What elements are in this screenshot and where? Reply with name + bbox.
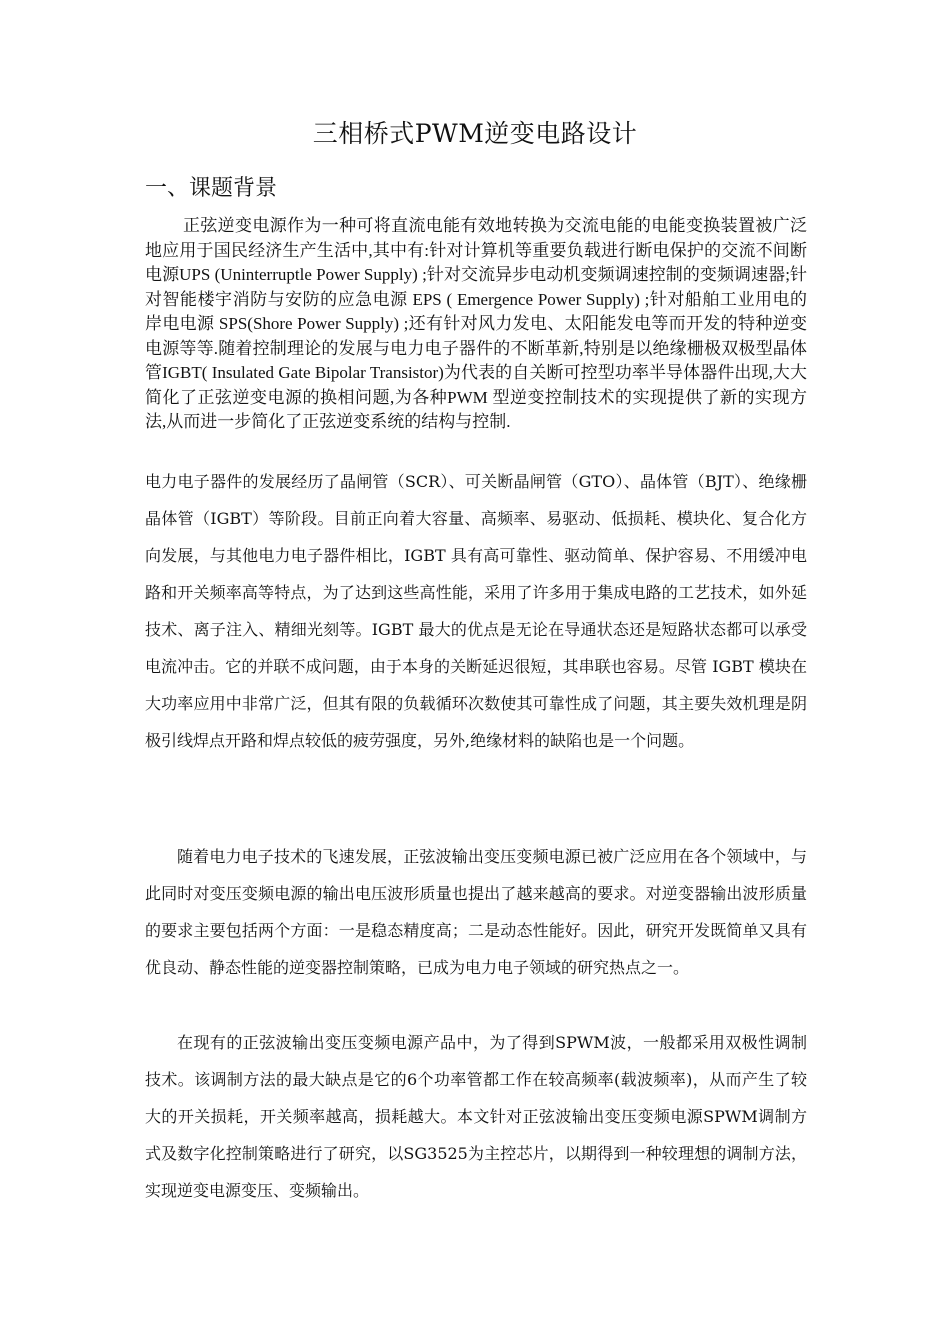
paragraph-1 — [145, 214, 807, 435]
document-title: 三相桥式PWM逆变电路设计 — [312, 119, 638, 148]
paragraph-3: 随着电力电子技术的飞速发展，正弦波输出变压变频电源已被广泛应用在各个领域中，与此同时对变压变频电源的输出电压波形质量也提出了越来越高的要求。对逆变器输出波形质量的要求主要包括两个方面：一是稳态精度高；二是动态性能好。因此，研究开发既简单又具有优良动、静态性能的逆变器控制策略，已成为电力电子领域的研究热点之一。 — [145, 847, 807, 977]
paragraph-2-text: 电力电子器件的发展经历了晶闸管（SCR）、可关断晶闸管（GTO）、晶体管（BJT）、绝缘栅晶体管（IGBT）等阶段。目前正向着大容量、高频率、易驱动、低损耗、模块化、复合化方向发展，与其他电力电子器件相比，IGBT 具有高可靠性、驱动简单、保护容易、不用缓冲电路和开关频率高等特点，为了达到这些高性能，采用了许多用于集成电路的工艺技术，如外延技术、离子注入、精细光刻等。IGBT 最大的优点是无论在导通状态还是短路状态都可以承受电流冲击。它的并联不成问题，由于本身的关断延迟很短，其串联也容易。尽管 IGBT 模块在大功率应用中非常广泛，但其有限的负载循环次数使其可靠性成了问题，其主要失效机理是阴极引线焊点开路和焊点较低的疲劳强度，另外,绝缘材料的缺陷也是一个问题。 — [145, 472, 807, 750]
paragraph-2 — [145, 463, 807, 759]
paragraph-4: 在现有的正弦波输出变压变频电源产品中，为了得到SPWM波，一般都采用双极性调制技术。该调制方法的最大缺点是它的6个功率管都工作在较高频率(载波频率)，从而产生了较大的开关损耗，开关频率越高，损耗越大。本文针对正弦波输出变压变频电源SPWM调制方式及数字化控制策略进行了研究，以SG3525为主控芯片，以期得到一种较理想的调制方法，实现逆变电源变压、变频输出。 — [145, 1033, 807, 1200]
paragraph-1-text: 正弦逆变电源作为一种可将直流电能有效地转换为交流电能的电能变换装置被广泛地应用于国民经济生产生活中,其中有:针对计算机等重要负载进行断电保护的交流不间断电源UPS (Uninterruptle Power Supply) ;针对交流异步电动机变频调速控制的变频调速器;针对智能楼宇消防与安防的应急电源 EPS ( Emergence Power Supply) ;针对船舶工业用电的岸电电源 SPS(Shore Power Supply) ;还有针对风力发电、太阳能发电等而开发的特种逆变电源等等.随着控制理论的发展与电力电子器件的不断革新,特别是以绝缘栅极双极型晶体管IGBT( Insulated Gate Bipolar Transistor)为代表的自关断可控型功率半导体器件出现,大大简化了正弦逆变电源的换相问题,为各种PWM 型逆变控制技术的实现提供了新的实现方法,从而进一步简化了正弦逆变系统的结构与控制. — [145, 216, 807, 431]
section-heading: 一、课题背景 — [145, 176, 278, 201]
